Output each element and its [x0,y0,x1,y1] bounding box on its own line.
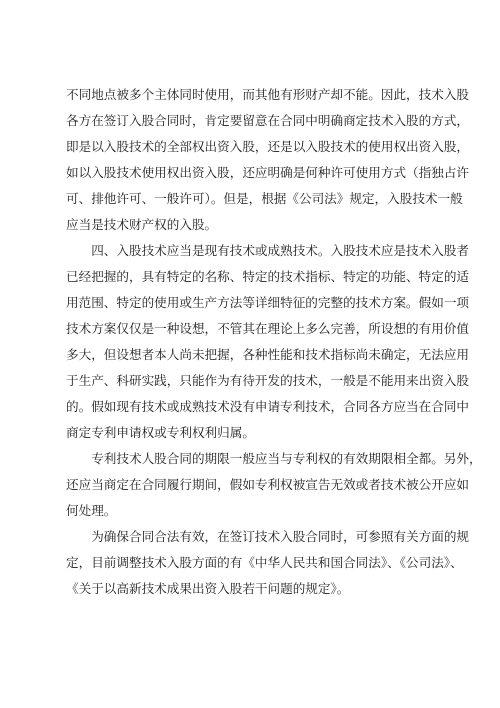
text-line: 的。假如现有技术或成熟技术没有申请专利技术，合同各方应当在合同中 [66,399,469,414]
text-line: 何处理。 [66,503,117,518]
paragraph-contract-term [66,446,482,524]
text-line: 四、入股技术应当是现有技术或成熟技术。入股技术应是技术入股者 [66,243,469,258]
text-line: 于生产、科研实践，只能作为有待开发的技术，一般是不能用来出资入股 [66,373,469,388]
text-line: 专利技术人股合同的期限一般应当与专利权的有效期限相全都。另外， [66,451,482,466]
paragraph-existing-technology [66,238,469,446]
text-line: 即是以入股技术的全部权出资入股，还是以入股技术的使用权出资入股， [66,139,469,154]
text-line: 为确保合同合法有效，在签订技术入股合同时，可参照有关方面的规 [66,529,469,544]
document-body [66,82,482,602]
text-line: 可、排他许可、一般许可）。但是，根据《公司法》规定，入股技术一般 [66,191,463,206]
text-line: 多大，但设想者本人尚未把握，各种性能和技术指标尚未确定，无法应用 [66,347,469,362]
text-line: 定，目前调整技术入股方面的有《中华人民共和国合同法》、《公司法》、 [66,555,463,570]
paragraph-technology-share-scope [66,82,469,238]
text-line: 各方在签订入股合同时，肯定要留意在合同中明确商定技术入股的方式， [66,113,469,128]
text-line: 商定专利申请权或专利权利归属。 [66,425,255,440]
text-line: 应当是技术财产权的入股。 [66,217,218,232]
text-line: 《关于以高新技术成果出资入股若干问题的规定》。 [66,581,350,596]
text-line: 技术方案仅仅是一种设想，不管其在理论上多么完善，所设想的有用价值 [66,321,469,336]
text-line: 如以入股技术使用权出资入股，还应明确是何种许可使用方式（指独占许 [66,165,469,180]
text-line: 已经把握的，具有特定的名称、特定的技术指标、特定的功能、特定的适 [66,269,469,284]
text-line: 用范围、特定的使用或生产方法等详细特征的完整的技术方案。假如一项 [66,295,469,310]
text-line: 还应当商定在合同履行期间，假如专利权被宣告无效或者技术被公开应如 [66,477,469,492]
paragraph-legal-references [66,524,469,602]
text-line: 不同地点被多个主体同时使用，而其他有形财产却不能。因此，技术入股 [66,87,469,102]
